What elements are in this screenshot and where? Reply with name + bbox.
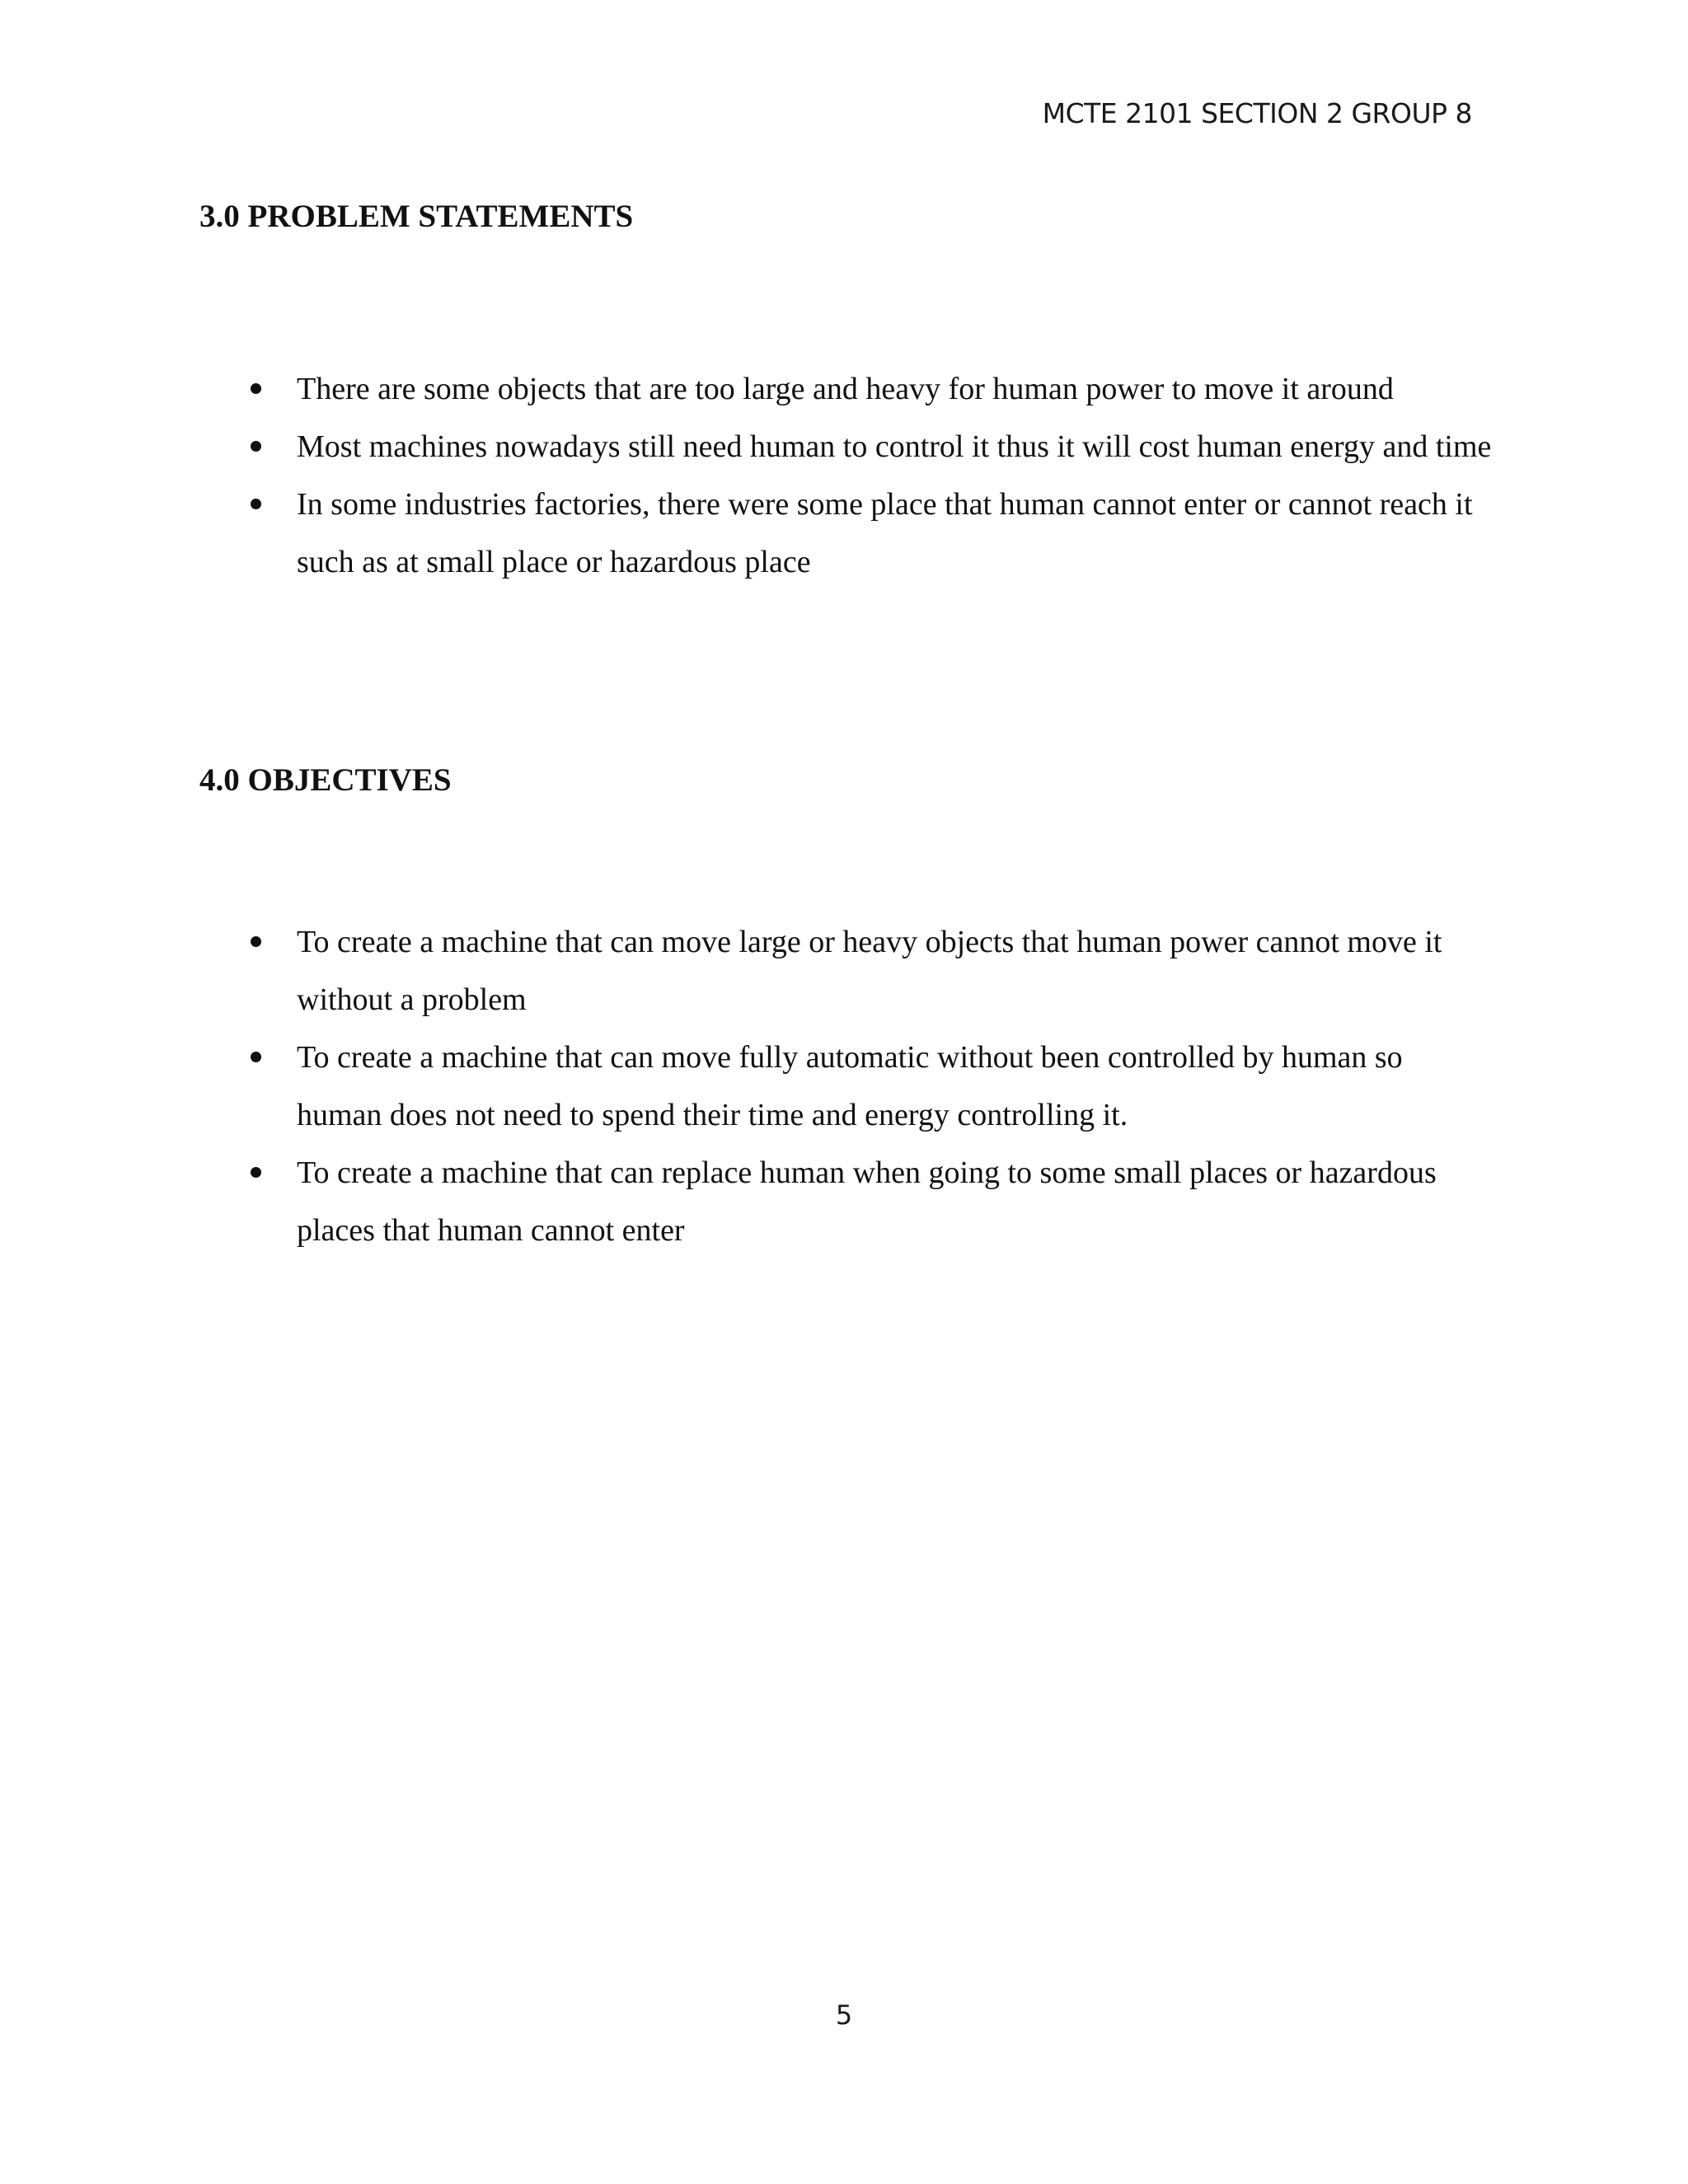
bullet-icon [251,441,261,452]
problem-statements-heading: 3.0 PROBLEM STATEMENTS [199,199,634,234]
list-item [242,1029,1495,1144]
problem-statements-list [242,360,1495,591]
bullet-icon [251,936,261,947]
objectives-heading: 4.0 OBJECTIVES [199,762,452,798]
list-item [242,913,1495,1029]
list-item [242,418,1495,476]
objectives-list [242,913,1495,1259]
list-item-text: To create a machine that can replace human when going to some small places or hazardous places that human cannot enter [297,1155,1437,1248]
bullet-icon [251,383,261,394]
list-item-text: In some industries factories, there were some place that human cannot enter or cannot reach it such as at small place or hazardous place [297,487,1473,579]
list-item-text: Most machines nowadays still need human to control it thus it will cost human energy and time [297,429,1492,464]
running-header: MCTE 2101 SECTION 2 GROUP 8 [1042,97,1472,129]
page-number: 5 [835,1999,853,2031]
list-item [242,476,1495,591]
bullet-icon [251,1052,261,1062]
bullet-icon [251,1167,261,1178]
list-item-text: To create a machine that can move fully automatic without been controlled by human so human does not need to spend their time and energy controlling it. [297,1040,1403,1132]
list-item [242,360,1495,418]
list-item [242,1144,1495,1259]
list-item-text: To create a machine that can move large or heavy objects that human power cannot move it without a problem [297,925,1442,1017]
list-item-text: There are some objects that are too large and heavy for human power to move it around [297,372,1394,406]
bullet-icon [251,499,261,509]
